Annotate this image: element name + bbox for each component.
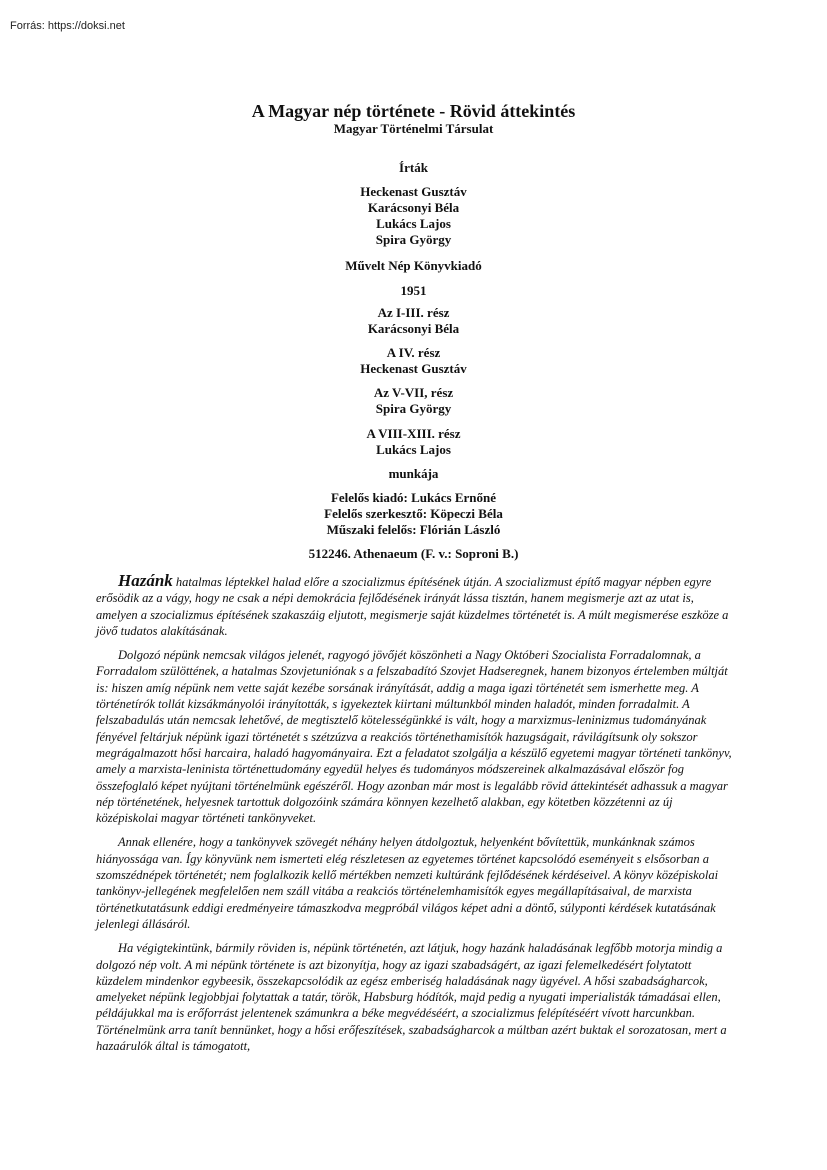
intro-text — [96, 573, 732, 1062]
paragraph — [96, 573, 732, 639]
credits — [0, 490, 827, 538]
wrote-label: Írták — [399, 160, 428, 175]
part-credit — [0, 385, 827, 417]
book-subtitle: Magyar Történelmi Társulat — [333, 121, 494, 136]
author-name: Karácsonyi Béla — [367, 200, 460, 215]
paragraph-text: hatalmas léptekkel halad előre a szocializmus építésének útján. A szocializmust építő magyar népben egyre erősödik az a vágy, hogy ne csak a népi demokrácia fejlődésének irányát lássa tisztán, hanem megismerje azt az utat is, amelyen a szocializmus építésének szakaszáig eljutott, megismerje saját küzdelmes történetét is. A múlt megismerése eszköze a jövő tudatos alakításának. — [96, 575, 729, 638]
book-title: A Magyar nép története - Rövid áttekintés — [251, 101, 576, 121]
work-label: munkája — [388, 466, 439, 481]
part-author: Lukács Lajos — [376, 442, 451, 457]
author-name: Spira György — [375, 232, 452, 247]
author-name: Lukács Lajos — [376, 216, 451, 231]
intro-word: Hazánk — [118, 571, 173, 590]
source-note: Forrás: https://doksi.net — [10, 20, 125, 32]
paragraph: Ha végigtekintünk, bármily röviden is, népünk történetén, azt látjuk, hogy hazánk haladásának legfőbb motorja mindig a dolgozó nép volt. A mi népünk története is azt bizonyítja, hogy az igazi szabadságért, az igazi felemelkedésért folytatott küzdelem mindenkor egybeesik, összekapcsolódik az egész emberiség haladásának nagy ügyével. A hősi szabadságharcok, amelyeket népünk legjobbjai folytattak a tatár, török, Habsburg hódítók, majd pedig a nyugati imperialisták támadásai ellen, példájukkal ma is erőforrást jelentenek számunkra a béke megvédéséért, a szocializmus felépítéséért vívott harcunkban. Történelmünk arra tanít bennünket, hogy a hősi erőfeszítések, szabadságharcok a múltban azért buktak el sorozatosan, mert a hazaárulók által is támogatott, — [96, 941, 727, 1054]
credit-line: Felelős szerkesztő: Köpeczi Béla — [324, 506, 503, 521]
paragraph: Dolgozó népünk nemcsak világos jelenét, ragyogó jövőjét köszönheti a Nagy Októberi Szocialista Forradalomnak, a Forradalom szülöttének, a hatalmas Szovjetuniónak s a felszabadító Szovjet Hadseregnek, hanem bizonyos értelemben múltját is: hiszen amíg népünk nem vette saját kezébe sorsának irányítását, addig a maga igazi történetét sem ismerhette meg. A történetírók tollát kizsákmányolói irányították, s igyekeztek kiirtani múltunkból minden haladót, minden forradalmit. A felszabadulás után nemcsak lehetővé, de megtisztelő kötelességünkké is vált, hogy a marxizmus-leninizmus tudományának fényével feltárjuk népünk igazi történetét s szétzúzva a reakciós történethamisítók hazugságait, rávilágítsunk oly sokszor megrágalmazott hősi harcaira, haladó hagyományaira. Ezt a feladatot szolgálja a készülő egyetemi magyar történeti tankönyv, amely a marxista-leninista történettudomány egyedül helyes és tudományos módszereinek alkalmazásával először fog összefoglaló képet nyújtani történelmünk egészéről. Hogy azonban már most is legalább rövid áttekintését adhassuk a magyar nép történetének, helyesnek tartottuk dolgozóink számára könnyen kezelhető alakban, egy kötetben közzétenni az új középiskolai magyar történeti tankönyveket. — [96, 648, 732, 826]
part-label: Az V-VII, rész — [373, 385, 454, 400]
year: 1951 — [400, 283, 427, 298]
part-credit — [0, 426, 827, 458]
part-author: Karácsonyi Béla — [367, 321, 460, 336]
part-label: Az I-III. rész — [377, 305, 450, 320]
part-credit — [0, 345, 827, 377]
credit-line: Felelős kiadó: Lukács Ernőné — [330, 490, 497, 505]
part-label: A VIII-XIII. rész — [366, 426, 461, 441]
publisher: Művelt Nép Könyvkiadó — [345, 258, 482, 273]
print-info: 512246. Athenaeum (F. v.: Soproni B.) — [308, 546, 519, 561]
part-label: A IV. rész — [386, 345, 441, 360]
paragraph: Annak ellenére, hogy a tankönyvek szövegét néhány helyen átdolgoztuk, helyenként bővítettük, munkánknak számos hiányossága van. Így könyvünk nem ismerteti elég részletesen az egyetemes történet kapcsolódó eseményeit s elsősorban a szomszédnépek történetét; nem foglalkozik kellő mértékben nemzeti kultúránk fejlődésének kérdéseivel. A könyv középiskolai tankönyv-jellegének megfelelően nem száll vitába a reakciós történelemhamisítók egyes megállapításaival, de marxista történetkutatásunk eddigi eredményeire támaszkodva megpróbál világos képet adni a döntő, súlyponti kérdések kutatásának jelenlegi állásáról. — [96, 835, 719, 931]
author-name: Heckenast Gusztáv — [360, 184, 467, 199]
part-credit — [0, 305, 827, 337]
part-author: Heckenast Gusztáv — [360, 361, 467, 376]
authors-list — [0, 184, 827, 248]
credit-line: Műszaki felelős: Flórián László — [326, 522, 501, 537]
part-author: Spira György — [375, 401, 452, 416]
